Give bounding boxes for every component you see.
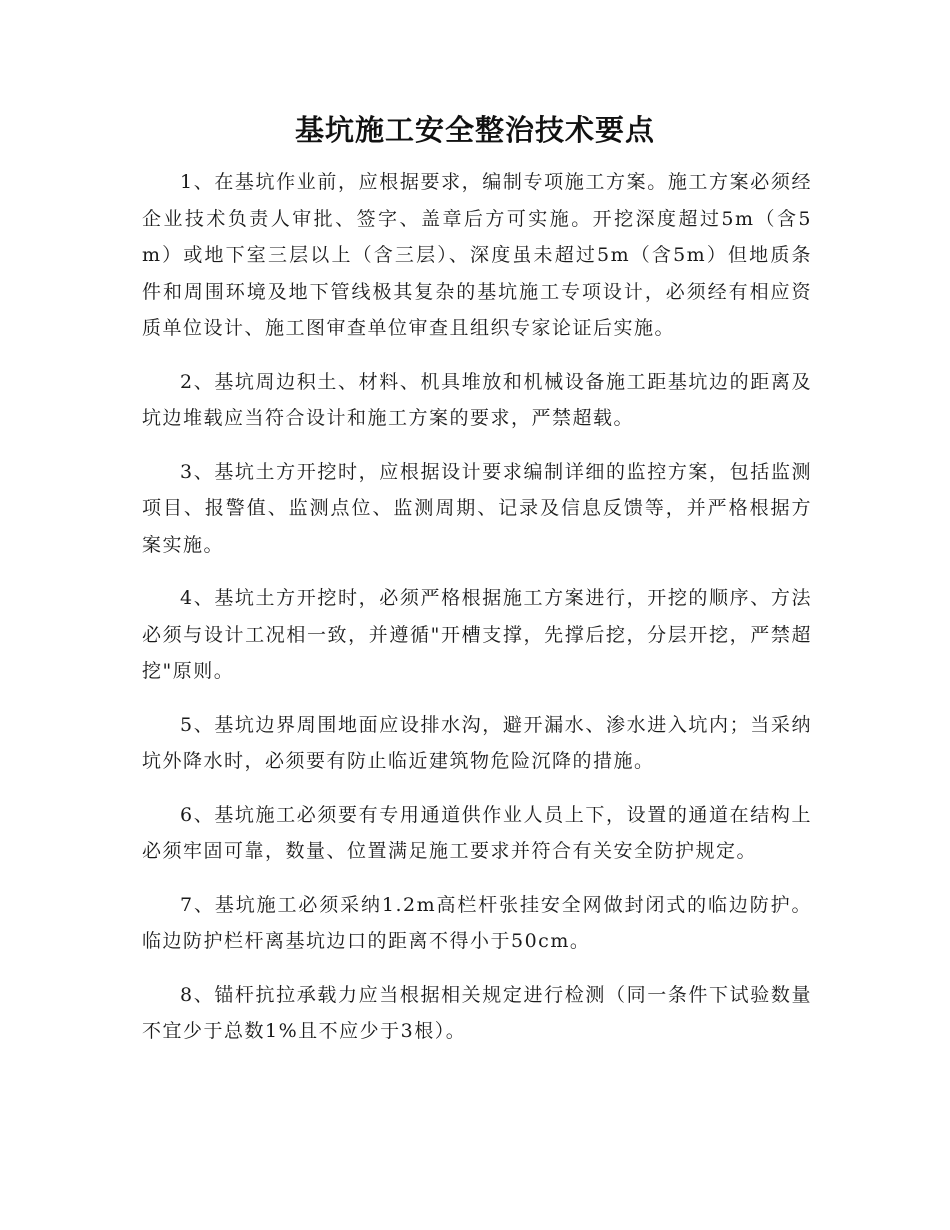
paragraph-3: 3、基坑土方开挖时，应根据设计要求编制详细的监控方案，包括监测项目、报警值、监测点位、监测周期、记录及信息反馈等，并严格根据方案实施。 [142, 460, 812, 556]
paragraph-2: 2、基坑周边积土、材料、机具堆放和机械设备施工距基坑边的距离及坑边堆载应当符合设计和施工方案的要求，严禁超载。 [142, 370, 812, 429]
paragraph-5: 5、基坑边界周围地面应设排水沟，避开漏水、渗水进入坑内；当采纳坑外降水时，必须要有防止临近建筑物危险沉降的措施。 [142, 713, 812, 772]
paragraph-4: 4、基坑土方开挖时，必须严格根据施工方案进行，开挖的顺序、方法必须与设计工况相一致，并遵循"开槽支撑，先撑后挖，分层开挖，严禁超挖"原则。 [142, 587, 812, 682]
paragraph-1: 1、在基坑作业前，应根据要求，编制专项施工方案。施工方案必须经企业技术负责人审批、签字、盖章后方可实施。开挖深度超过5m（含5m）或地下室三层以上（含三层）、深度虽未超过5m（含5m）但地质条件和周围环境及地下管线极其复杂的基坑施工专项设计，必须经有相应资质单位设计、施工图审查单位审查且组织专家论证后实施。 [142, 171, 812, 339]
document-body [142, 164, 812, 1067]
paragraph-8: 8、锚杆抗拉承载力应当根据相关规定进行检测（同一条件下试验数量不宜少于总数1%且不应少于3根）。 [142, 983, 812, 1042]
paragraph-6: 6、基坑施工必须要有专用通道供作业人员上下，设置的通道在结构上必须牢固可靠，数量、位置满足施工要求并符合有关安全防护规定。 [142, 803, 812, 862]
page-title: 基坑施工安全整治技术要点 [294, 113, 655, 147]
paragraph-7: 7、基坑施工必须采纳1.2m高栏杆张挂安全网做封闭式的临边防护。临边防护栏杆离基坑边口的距离不得小于50cm。 [142, 893, 812, 952]
